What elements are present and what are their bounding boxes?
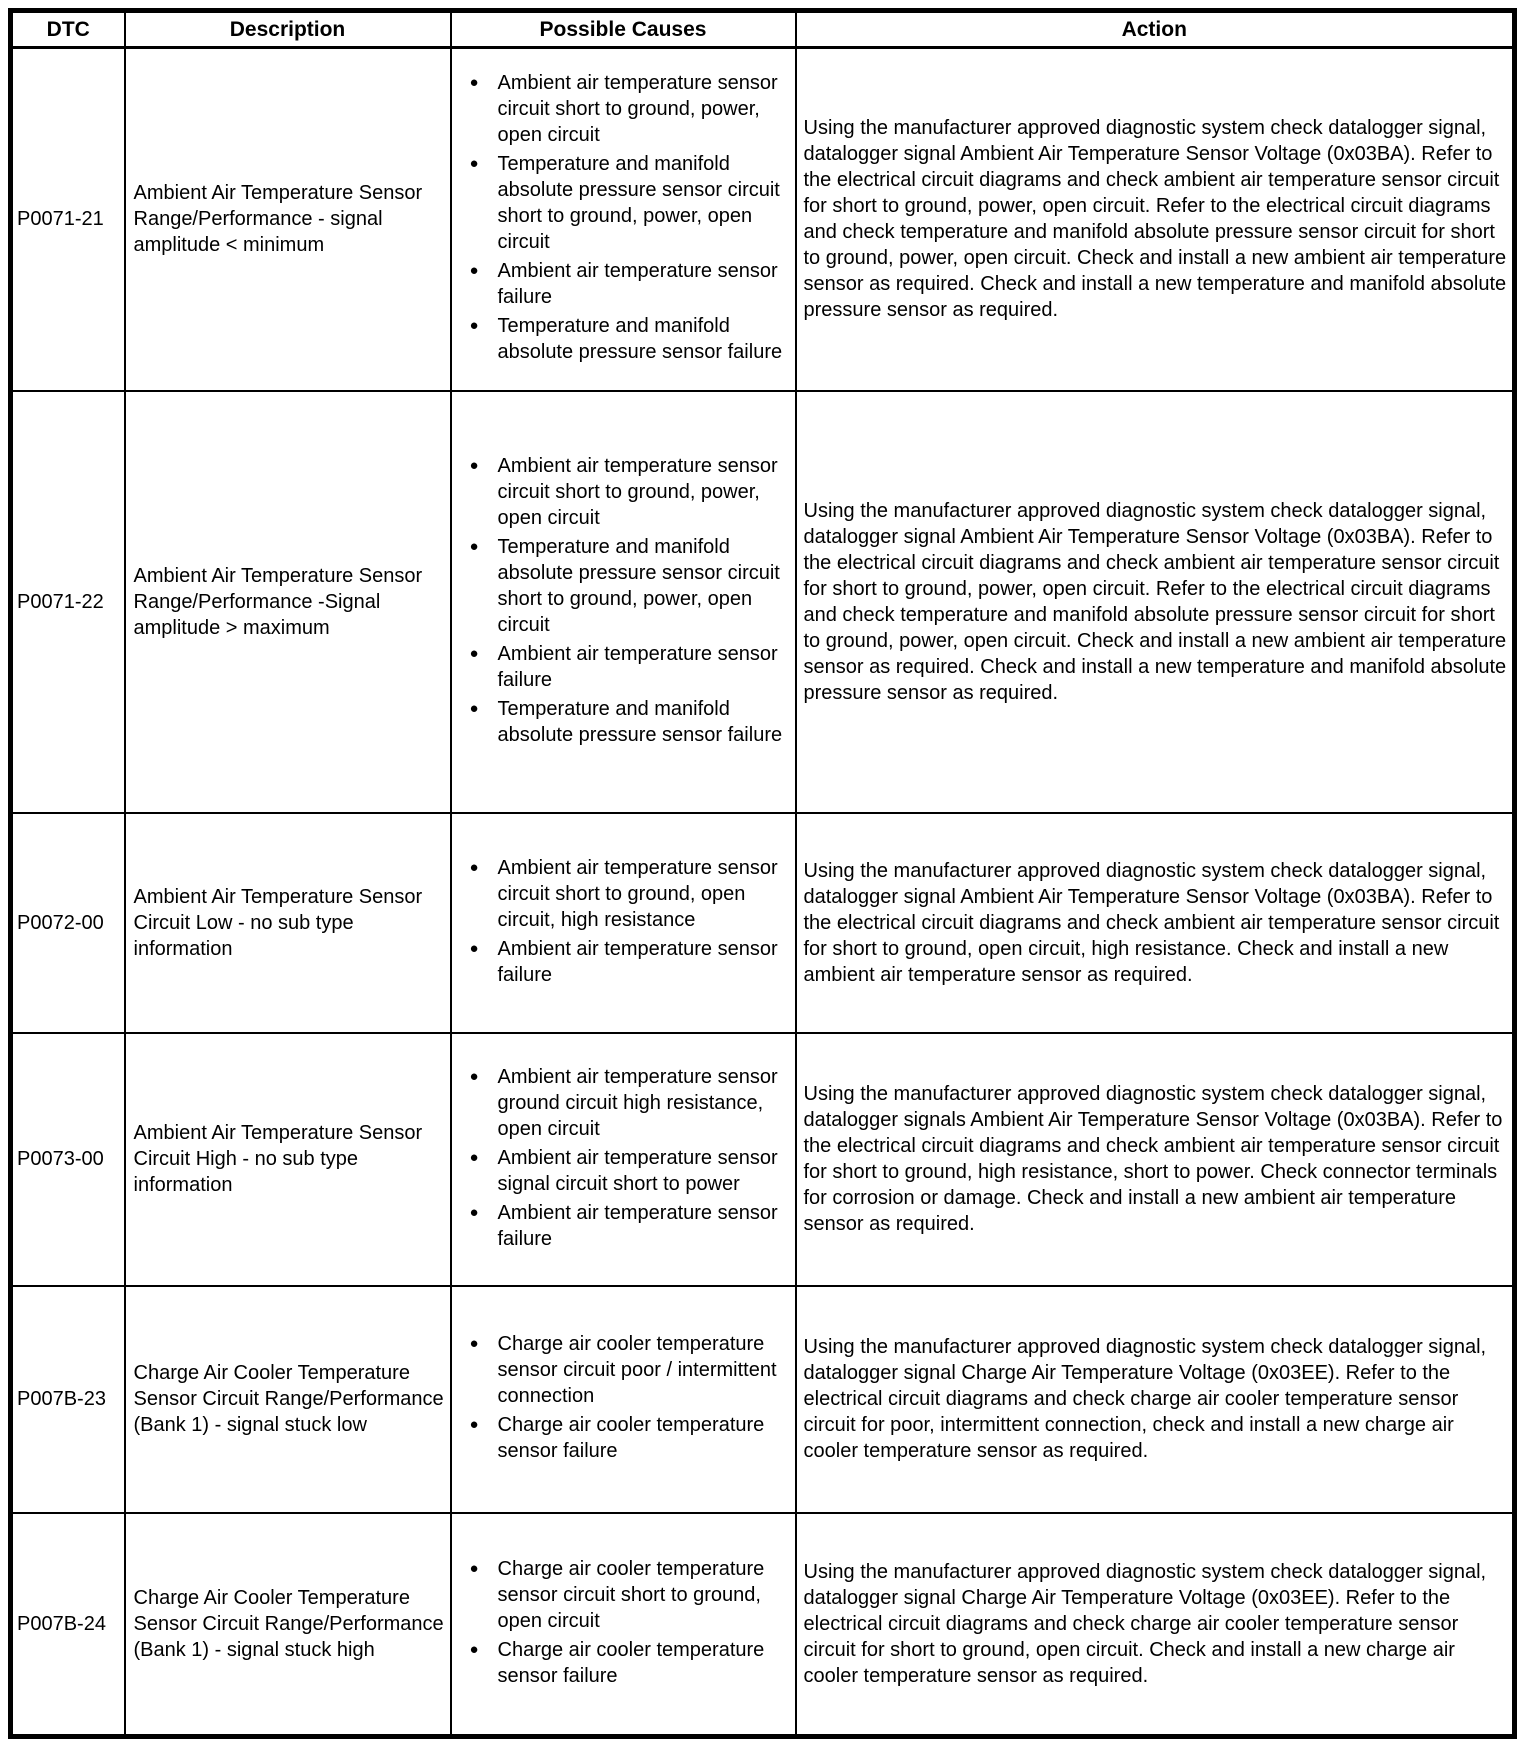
causes-cell	[451, 391, 796, 813]
cause-item: ● Charge air cooler temperature sensor failure	[452, 1412, 793, 1464]
cause-item: ● Charge air cooler temperature sensor circuit short to ground, open circuit	[452, 1556, 793, 1634]
causes-list	[452, 1064, 793, 1252]
action-cell: Using the manufacturer approved diagnostic system check datalogger signal, datalogger signal Charge Air Temperature Voltage (0x03EE). Refer to the electrical circuit diagrams and check charge air cooler temperature sensor circuit for poor, intermittent connection, check and install a new charge air cooler temperature sensor as required.	[796, 1286, 1515, 1513]
description-cell: Ambient Air Temperature Sensor Circuit High - no sub type information	[125, 1033, 451, 1286]
table-row	[11, 1033, 1515, 1286]
cause-item: ● Ambient air temperature sensor failure	[452, 641, 793, 693]
column-header-dtc: DTC	[11, 11, 125, 48]
dtc-cell: P0072-00	[11, 813, 125, 1033]
action-cell: Using the manufacturer approved diagnostic system check datalogger signal, datalogger signal Ambient Air Temperature Sensor Voltage (0x03BA). Refer to the electrical circuit diagrams and check ambient air temperature sensor circuit for short to ground, open circuit, high resistance. Check and install a new ambient air temperature sensor as required.	[796, 813, 1515, 1033]
cause-item: ● Ambient air temperature sensor circuit short to ground, open circuit, high resistance	[452, 855, 793, 933]
action-cell: Using the manufacturer approved diagnostic system check datalogger signal, datalogger signal Ambient Air Temperature Sensor Voltage (0x03BA). Refer to the electrical circuit diagrams and check ambient air temperature sensor circuit for short to ground, power, open circuit. Refer to the electrical circuit diagrams and check temperature and manifold absolute pressure sensor circuit for short to ground, power, open circuit. Check and install a new ambient air temperature sensor as required. Check and install a new temperature and manifold absolute pressure sensor as required.	[796, 48, 1515, 391]
dtc-cell: P0073-00	[11, 1033, 125, 1286]
cause-item: ● Temperature and manifold absolute pressure sensor circuit short to ground, power, open circuit	[452, 534, 793, 638]
description-cell: Ambient Air Temperature Sensor Range/Performance - signal amplitude < minimum	[125, 48, 451, 391]
causes-cell	[451, 1286, 796, 1513]
description-cell: Ambient Air Temperature Sensor Range/Performance -Signal amplitude > maximum	[125, 391, 451, 813]
cause-item: ● Ambient air temperature sensor circuit short to ground, power, open circuit	[452, 70, 793, 148]
cause-item: ● Ambient air temperature sensor signal circuit short to power	[452, 1145, 793, 1197]
description-cell: Charge Air Cooler Temperature Sensor Circuit Range/Performance (Bank 1) - signal stuck high	[125, 1513, 451, 1737]
dtc-cell: P007B-24	[11, 1513, 125, 1737]
table-row	[11, 1286, 1515, 1513]
causes-list	[452, 1331, 793, 1464]
header-row	[11, 11, 1515, 48]
action-cell: Using the manufacturer approved diagnostic system check datalogger signal, datalogger signal Ambient Air Temperature Sensor Voltage (0x03BA). Refer to the electrical circuit diagrams and check ambient air temperature sensor circuit for short to ground, power, open circuit. Refer to the electrical circuit diagrams and check temperature and manifold absolute pressure sensor circuit for short to ground, power, open circuit. Check and install a new ambient air temperature sensor as required. Check and install a new temperature and manifold absolute pressure sensor as required.	[796, 391, 1515, 813]
causes-cell	[451, 813, 796, 1033]
table-row	[11, 48, 1515, 391]
dtc-table	[8, 8, 1517, 1739]
cause-item: ● Ambient air temperature sensor failure	[452, 258, 793, 310]
cause-item: ● Temperature and manifold absolute pressure sensor failure	[452, 696, 793, 748]
cause-item: ● Ambient air temperature sensor failure	[452, 1200, 793, 1252]
causes-cell	[451, 48, 796, 391]
cause-item: ● Ambient air temperature sensor failure	[452, 936, 793, 988]
causes-list	[452, 1556, 793, 1689]
causes-list	[452, 70, 793, 365]
cause-item: ● Charge air cooler temperature sensor circuit poor / intermittent connection	[452, 1331, 793, 1409]
dtc-cell: P0071-22	[11, 391, 125, 813]
dtc-cell: P007B-23	[11, 1286, 125, 1513]
column-header-action: Action	[796, 11, 1515, 48]
table-row	[11, 813, 1515, 1033]
dtc-cell: P0071-21	[11, 48, 125, 391]
table-row	[11, 391, 1515, 813]
action-cell: Using the manufacturer approved diagnostic system check datalogger signal, datalogger signals Ambient Air Temperature Sensor Voltage (0x03BA). Refer to the electrical circuit diagrams and check ambient air temperature sensor circuit for short to ground, high resistance, short to power. Check connector terminals for corrosion or damage. Check and install a new ambient air temperature sensor as required.	[796, 1033, 1515, 1286]
causes-cell	[451, 1033, 796, 1286]
causes-list	[452, 453, 793, 748]
action-cell: Using the manufacturer approved diagnostic system check datalogger signal, datalogger signal Charge Air Temperature Voltage (0x03EE). Refer to the electrical circuit diagrams and check charge air cooler temperature sensor circuit for short to ground, open circuit. Check and install a new charge air cooler temperature sensor as required.	[796, 1513, 1515, 1737]
causes-list	[452, 855, 793, 988]
description-cell: Ambient Air Temperature Sensor Circuit Low - no sub type information	[125, 813, 451, 1033]
cause-item: ● Charge air cooler temperature sensor failure	[452, 1637, 793, 1689]
cause-item: ● Ambient air temperature sensor ground circuit high resistance, open circuit	[452, 1064, 793, 1142]
column-header-description: Description	[125, 11, 451, 48]
table-row	[11, 1513, 1515, 1737]
description-cell: Charge Air Cooler Temperature Sensor Circuit Range/Performance (Bank 1) - signal stuck low	[125, 1286, 451, 1513]
column-header-possible-causes: Possible Causes	[451, 11, 796, 48]
cause-item: ● Ambient air temperature sensor circuit short to ground, power, open circuit	[452, 453, 793, 531]
cause-item: ● Temperature and manifold absolute pressure sensor failure	[452, 313, 793, 365]
causes-cell	[451, 1513, 796, 1737]
cause-item: ● Temperature and manifold absolute pressure sensor circuit short to ground, power, open circuit	[452, 151, 793, 255]
